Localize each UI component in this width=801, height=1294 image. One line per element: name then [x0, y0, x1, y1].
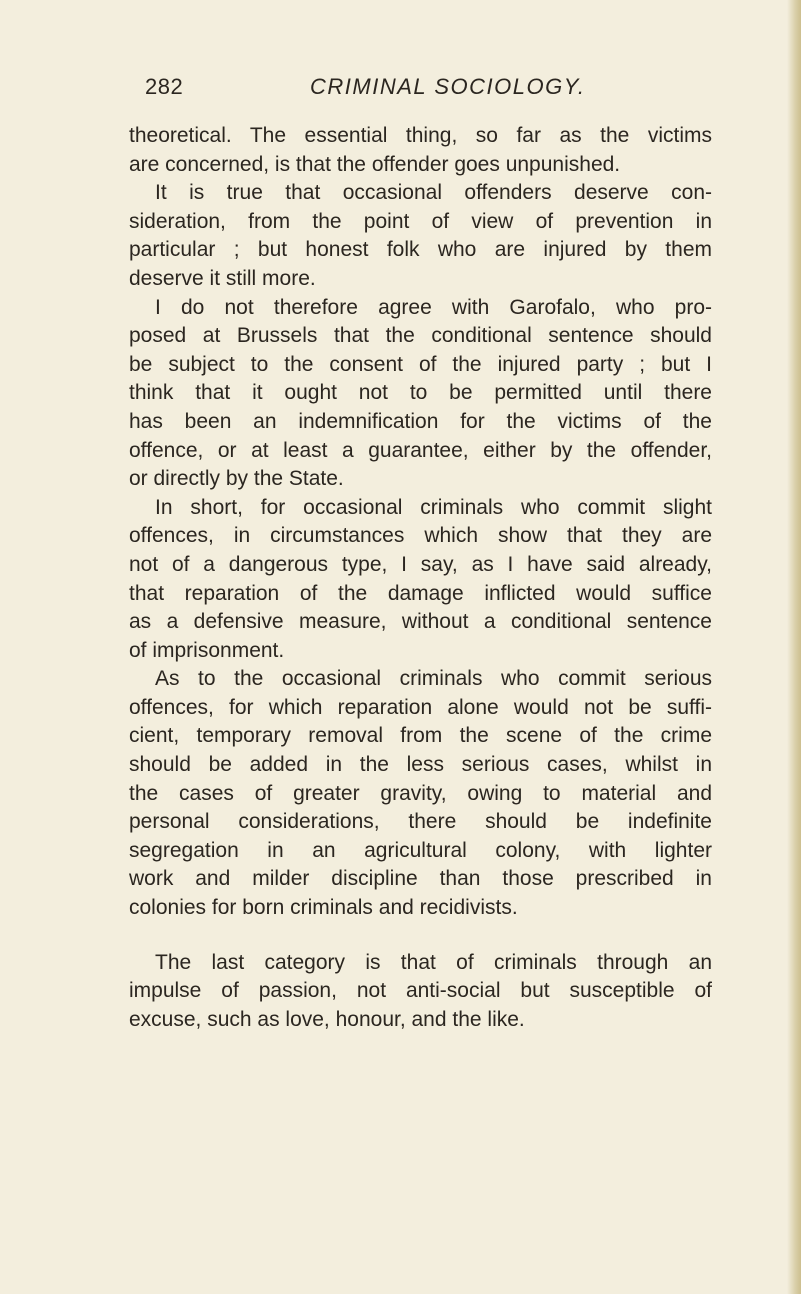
- text-line: should be added in the less serious cases, whilst in: [129, 753, 712, 777]
- text-line: that reparation of the damage inflicted would suffice: [129, 581, 712, 605]
- text-line: cient, temporary removal from the scene of the crime: [129, 724, 712, 748]
- text-line: theoretical. The essential thing, so far as the victims: [129, 124, 712, 147]
- text-line: The last category is that of criminals through an: [155, 950, 712, 974]
- body-text: [129, 122, 712, 1034]
- page-header: [145, 74, 645, 104]
- text-line: posed at Brussels that the conditional sentence should: [129, 324, 712, 348]
- text-line: work and milder discipline than those prescribed in: [129, 867, 712, 891]
- text-line: think that it ought not to be permitted until there: [129, 381, 712, 405]
- text-line: excuse, such as love, honour, and the like.: [129, 1007, 525, 1031]
- text-line: the cases of greater gravity, owing to material and: [129, 781, 712, 805]
- text-line: or directly by the State.: [129, 467, 344, 491]
- text-line: impulse of passion, not anti-social but susceptible of: [129, 979, 712, 1003]
- text-line: not of a dangerous type, I say, as I have said already,: [129, 552, 712, 576]
- running-head: CRIMINAL SOCIOLOGY.: [310, 74, 586, 99]
- page-edge-shadow: [787, 0, 801, 1294]
- text-line: particular ; but honest folk who are injured by them: [129, 238, 712, 262]
- text-line: In short, for occasional criminals who commit slight: [155, 495, 712, 519]
- text-line: offences, in circumstances which show that they are: [129, 524, 712, 548]
- page-number: 282: [145, 74, 184, 99]
- text-line: It is true that occasional offenders deserve con-: [155, 181, 712, 205]
- text-line: offences, for which reparation alone would not be suffi-: [129, 695, 712, 719]
- text-line: colonies for born criminals and recidivists.: [129, 896, 518, 920]
- text-line: as a defensive measure, without a conditional sentence: [129, 610, 712, 634]
- text-line: offence, or at least a guarantee, either by the offender,: [129, 438, 712, 462]
- text-line: personal considerations, there should be indefinite: [129, 810, 712, 834]
- text-line: I do not therefore agree with Garofalo, who pro-: [155, 295, 712, 319]
- text-line: are concerned, is that the offender goes unpunished.: [129, 152, 621, 176]
- text-line: segregation in an agricultural colony, with lighter: [129, 838, 712, 862]
- text-line: sideration, from the point of view of prevention in: [129, 209, 712, 233]
- text-line: deserve it still more.: [129, 266, 316, 290]
- text-line: As to the occasional criminals who commit serious: [155, 667, 712, 691]
- section-gap: [129, 923, 712, 949]
- text-line: be subject to the consent of the injured party ; but I: [129, 352, 712, 376]
- text-line: has been an indemnification for the victims of the: [129, 409, 712, 433]
- text-line: of imprisonment.: [129, 638, 285, 662]
